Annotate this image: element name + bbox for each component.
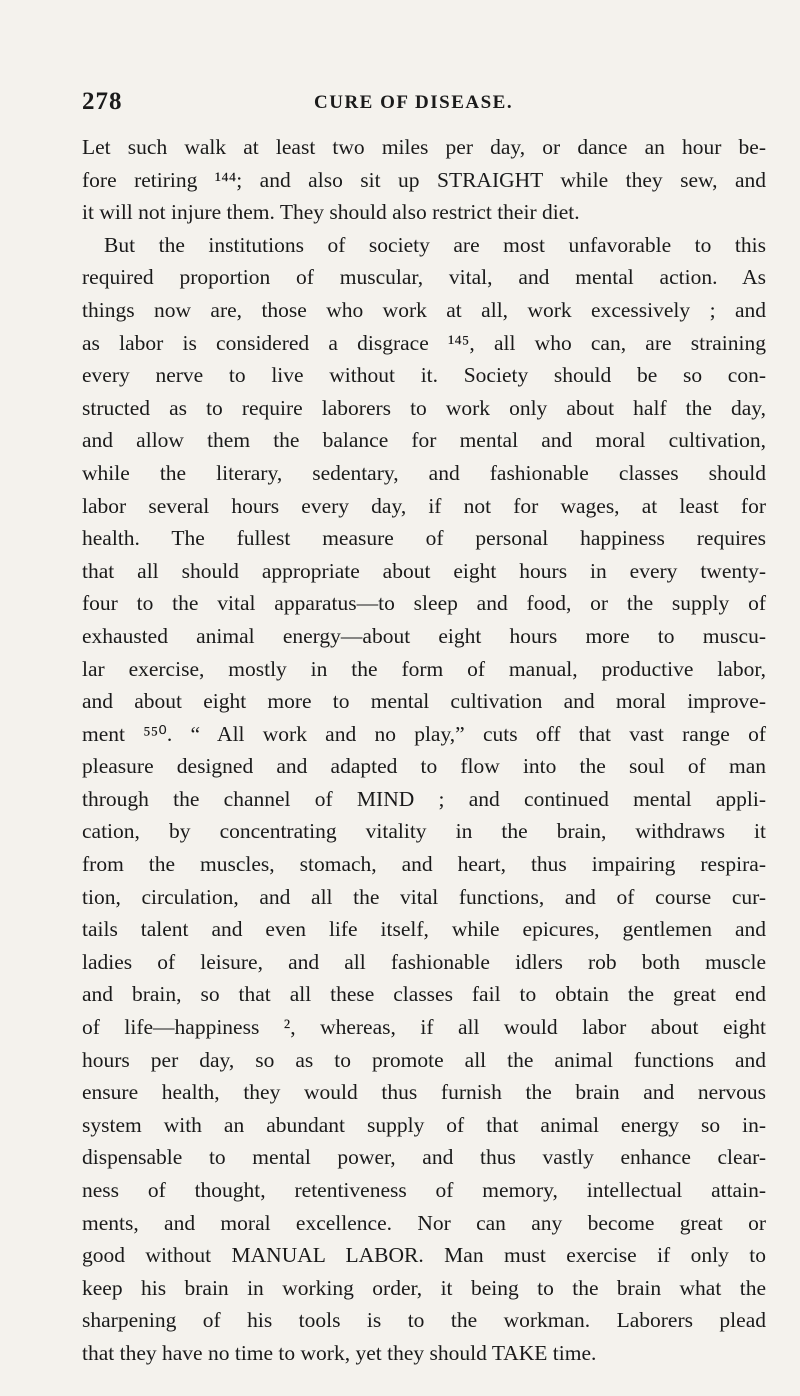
text-line: cation, by concentrating vitality in the brain, withdraws it [82, 819, 766, 844]
text-line: while the literary, sedentary, and fashionable classes should [82, 460, 766, 485]
text-line: exhausted animal energy—about eight hours more to muscu- [82, 623, 766, 648]
text-line: it will not injure them. They should also restrict their diet. [82, 200, 580, 225]
text-line: of life—happiness ², whereas, if all would labor about eight [82, 1015, 766, 1040]
text-line: through the channel of MIND ; and continued mental appli- [82, 786, 766, 811]
text-line: that all should appropriate about eight hours in every twenty- [82, 558, 766, 583]
text-line: keep his brain in working order, it being to the brain what the [82, 1275, 766, 1300]
text-line: and brain, so that all these classes fail to obtain the great end [82, 982, 766, 1007]
page-number: 278 [82, 88, 123, 115]
text-line: that they have no time to work, yet they should TAKE time. [82, 1340, 597, 1365]
running-head: CURE OF DISEASE. [314, 92, 514, 113]
text-line: But the institutions of society are most unfavorable to this [104, 232, 766, 257]
body-text [82, 131, 766, 1370]
page-header [82, 88, 762, 118]
text-line: system with an abundant supply of that animal energy so in- [82, 1112, 766, 1137]
text-line: four to the vital apparatus—to sleep and food, or the supply of [82, 591, 766, 616]
text-line: from the muscles, stomach, and heart, thus impairing respira- [82, 852, 766, 877]
text-line: ment ⁵⁵⁰. “ All work and no play,” cuts off that vast range of [82, 721, 766, 746]
text-line: and allow them the balance for mental and moral cultivation, [82, 428, 766, 453]
text-line: things now are, those who work at all, work excessively ; and [82, 297, 766, 322]
text-line: pleasure designed and adapted to flow into the soul of man [82, 754, 766, 779]
text-line: tails talent and even life itself, while epicures, gentlemen and [82, 917, 766, 942]
text-line: ments, and moral excellence. Nor can any become great or [82, 1210, 766, 1235]
text-line: labor several hours every day, if not for wages, at least for [82, 493, 766, 518]
text-line: ensure health, they would thus furnish the brain and nervous [82, 1080, 766, 1105]
text-line: every nerve to live without it. Society should be so con- [82, 363, 766, 388]
text-line: structed as to require laborers to work only about half the day, [82, 395, 766, 420]
text-line: Let such walk at least two miles per day, or dance an hour be- [82, 135, 766, 159]
text-line: tion, circulation, and all the vital functions, and of course cur- [82, 884, 766, 909]
text-line: ness of thought, retentiveness of memory, intellectual attain- [82, 1178, 766, 1202]
text-line: health. The fullest measure of personal happiness requires [82, 526, 766, 551]
text-line: good without MANUAL LABOR. Man must exercise if only to [82, 1243, 766, 1268]
text-line: lar exercise, mostly in the form of manual, productive labor, [82, 656, 766, 681]
text-line: sharpening of his tools is to the workman. Laborers plead [82, 1308, 766, 1333]
text-line: required proportion of muscular, vital, and mental action. As [82, 265, 766, 290]
text-line: and about eight more to mental cultivation and moral improve- [82, 689, 766, 714]
text-line: as labor is considered a disgrace ¹⁴⁵, all who can, are straining [82, 330, 766, 355]
text-line: fore retiring ¹⁴⁴; and also sit up STRAIGHT while they sew, and [82, 167, 766, 192]
text-line: hours per day, so as to promote all the animal functions and [82, 1047, 766, 1072]
text-line: dispensable to mental power, and thus vastly enhance clear- [82, 1145, 766, 1170]
text-line: ladies of leisure, and all fashionable idlers rob both muscle [82, 949, 766, 974]
